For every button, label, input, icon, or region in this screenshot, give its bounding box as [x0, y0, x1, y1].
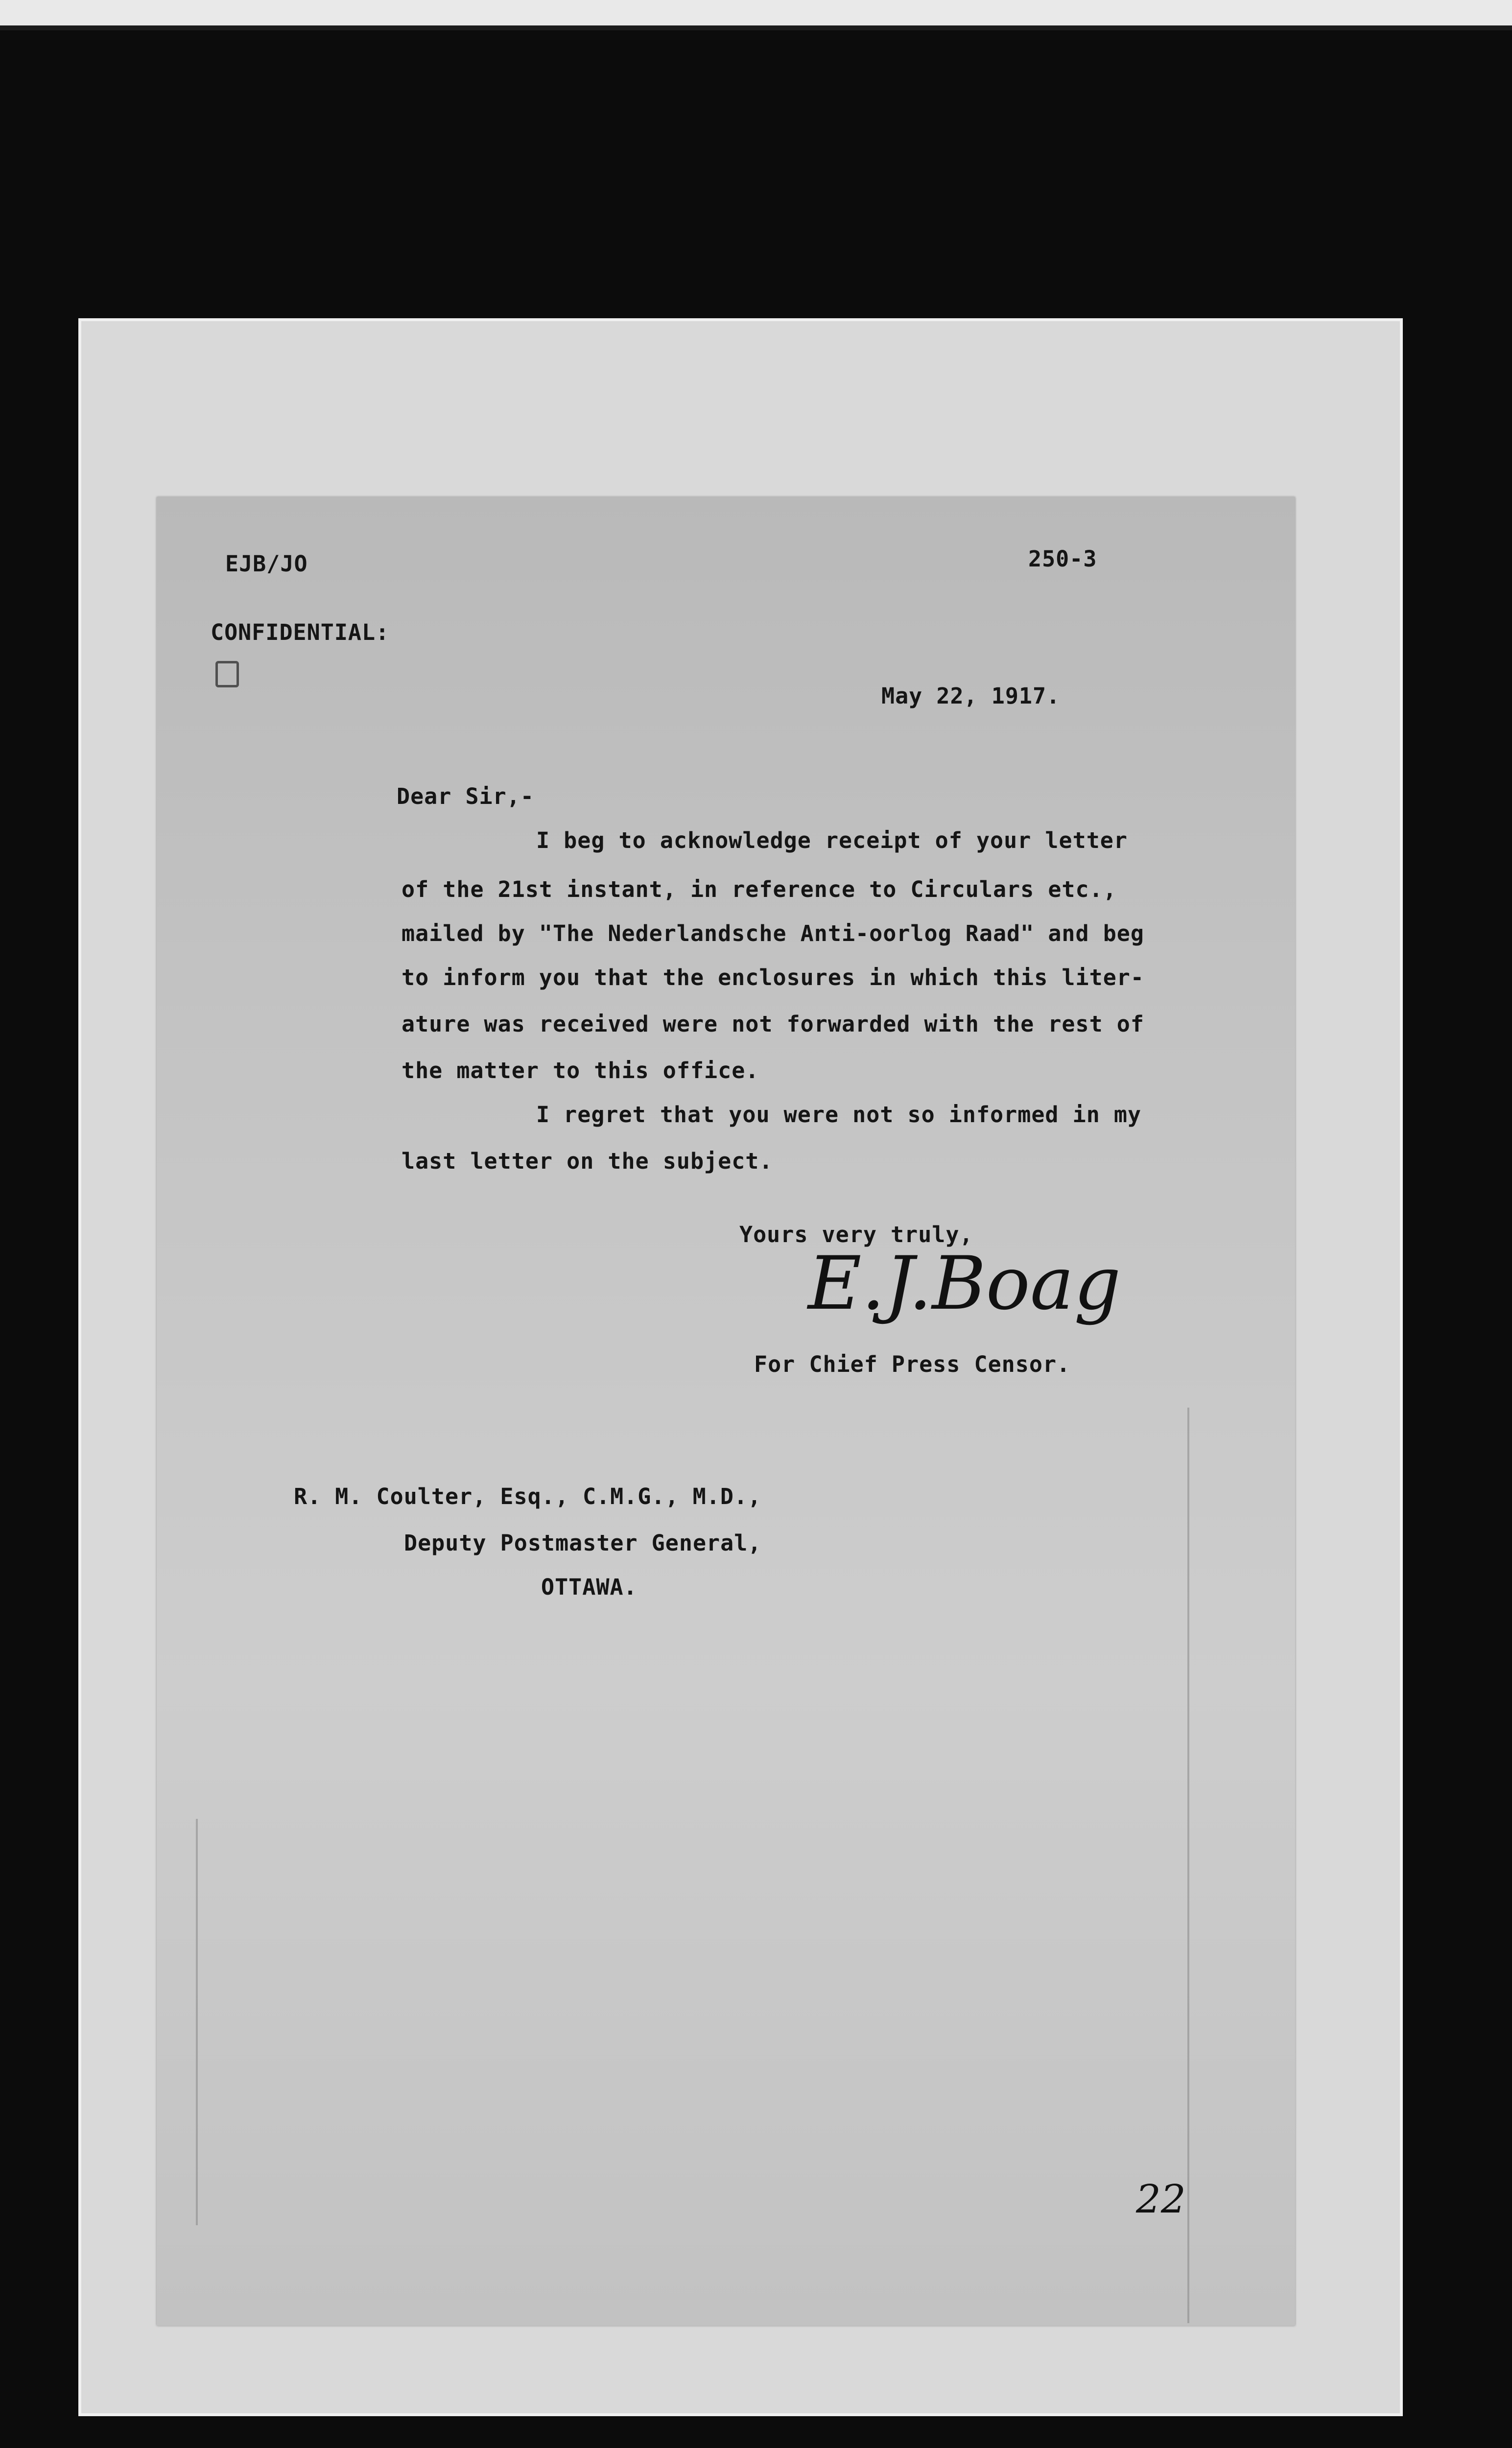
reference-code: EJB/JO: [225, 551, 308, 577]
punch-mark: [215, 661, 239, 687]
film-edge-shadow: [0, 25, 1512, 30]
closing: Yours very truly,: [739, 1222, 973, 1248]
signature-title: For Chief Press Censor.: [754, 1351, 1071, 1377]
body-line: to inform you that the enclosures in which this liter-: [402, 965, 1144, 990]
body-line: I beg to acknowledge receipt of your letter: [536, 827, 1128, 853]
addressee-line: OTTAWA.: [541, 1574, 638, 1600]
classification-heading: CONFIDENTIAL:: [211, 619, 390, 645]
letter-page: [157, 497, 1295, 2326]
body-line: I regret that you were not so informed in my: [536, 1102, 1142, 1128]
body-line: the matter to this office.: [402, 1058, 759, 1083]
body-line: mailed by "The Nederlandsche Anti-oorlog Raad" and beg: [402, 920, 1144, 946]
file-number: 250-3: [1028, 546, 1097, 572]
body-line: last letter on the subject.: [402, 1148, 773, 1174]
margin-mark: 22: [1136, 2176, 1186, 2222]
body-line: of the 21st instant, in reference to Circulars etc.,: [402, 876, 1117, 902]
salutation: Dear Sir,-: [397, 783, 534, 809]
addressee-line: Deputy Postmaster General,: [404, 1530, 762, 1556]
body-line: ature was received were not forwarded with the rest of: [402, 1011, 1144, 1037]
film-edge-top: [0, 0, 1512, 25]
addressee-line: R. M. Coulter, Esq., C.M.G., M.D.,: [294, 1483, 762, 1509]
handwritten-signature: E.J.Boag: [808, 1241, 1121, 1326]
fold-crease: [1187, 1408, 1189, 2323]
fold-crease: [196, 1819, 198, 2225]
letter-date: May 22, 1917.: [881, 683, 1061, 709]
